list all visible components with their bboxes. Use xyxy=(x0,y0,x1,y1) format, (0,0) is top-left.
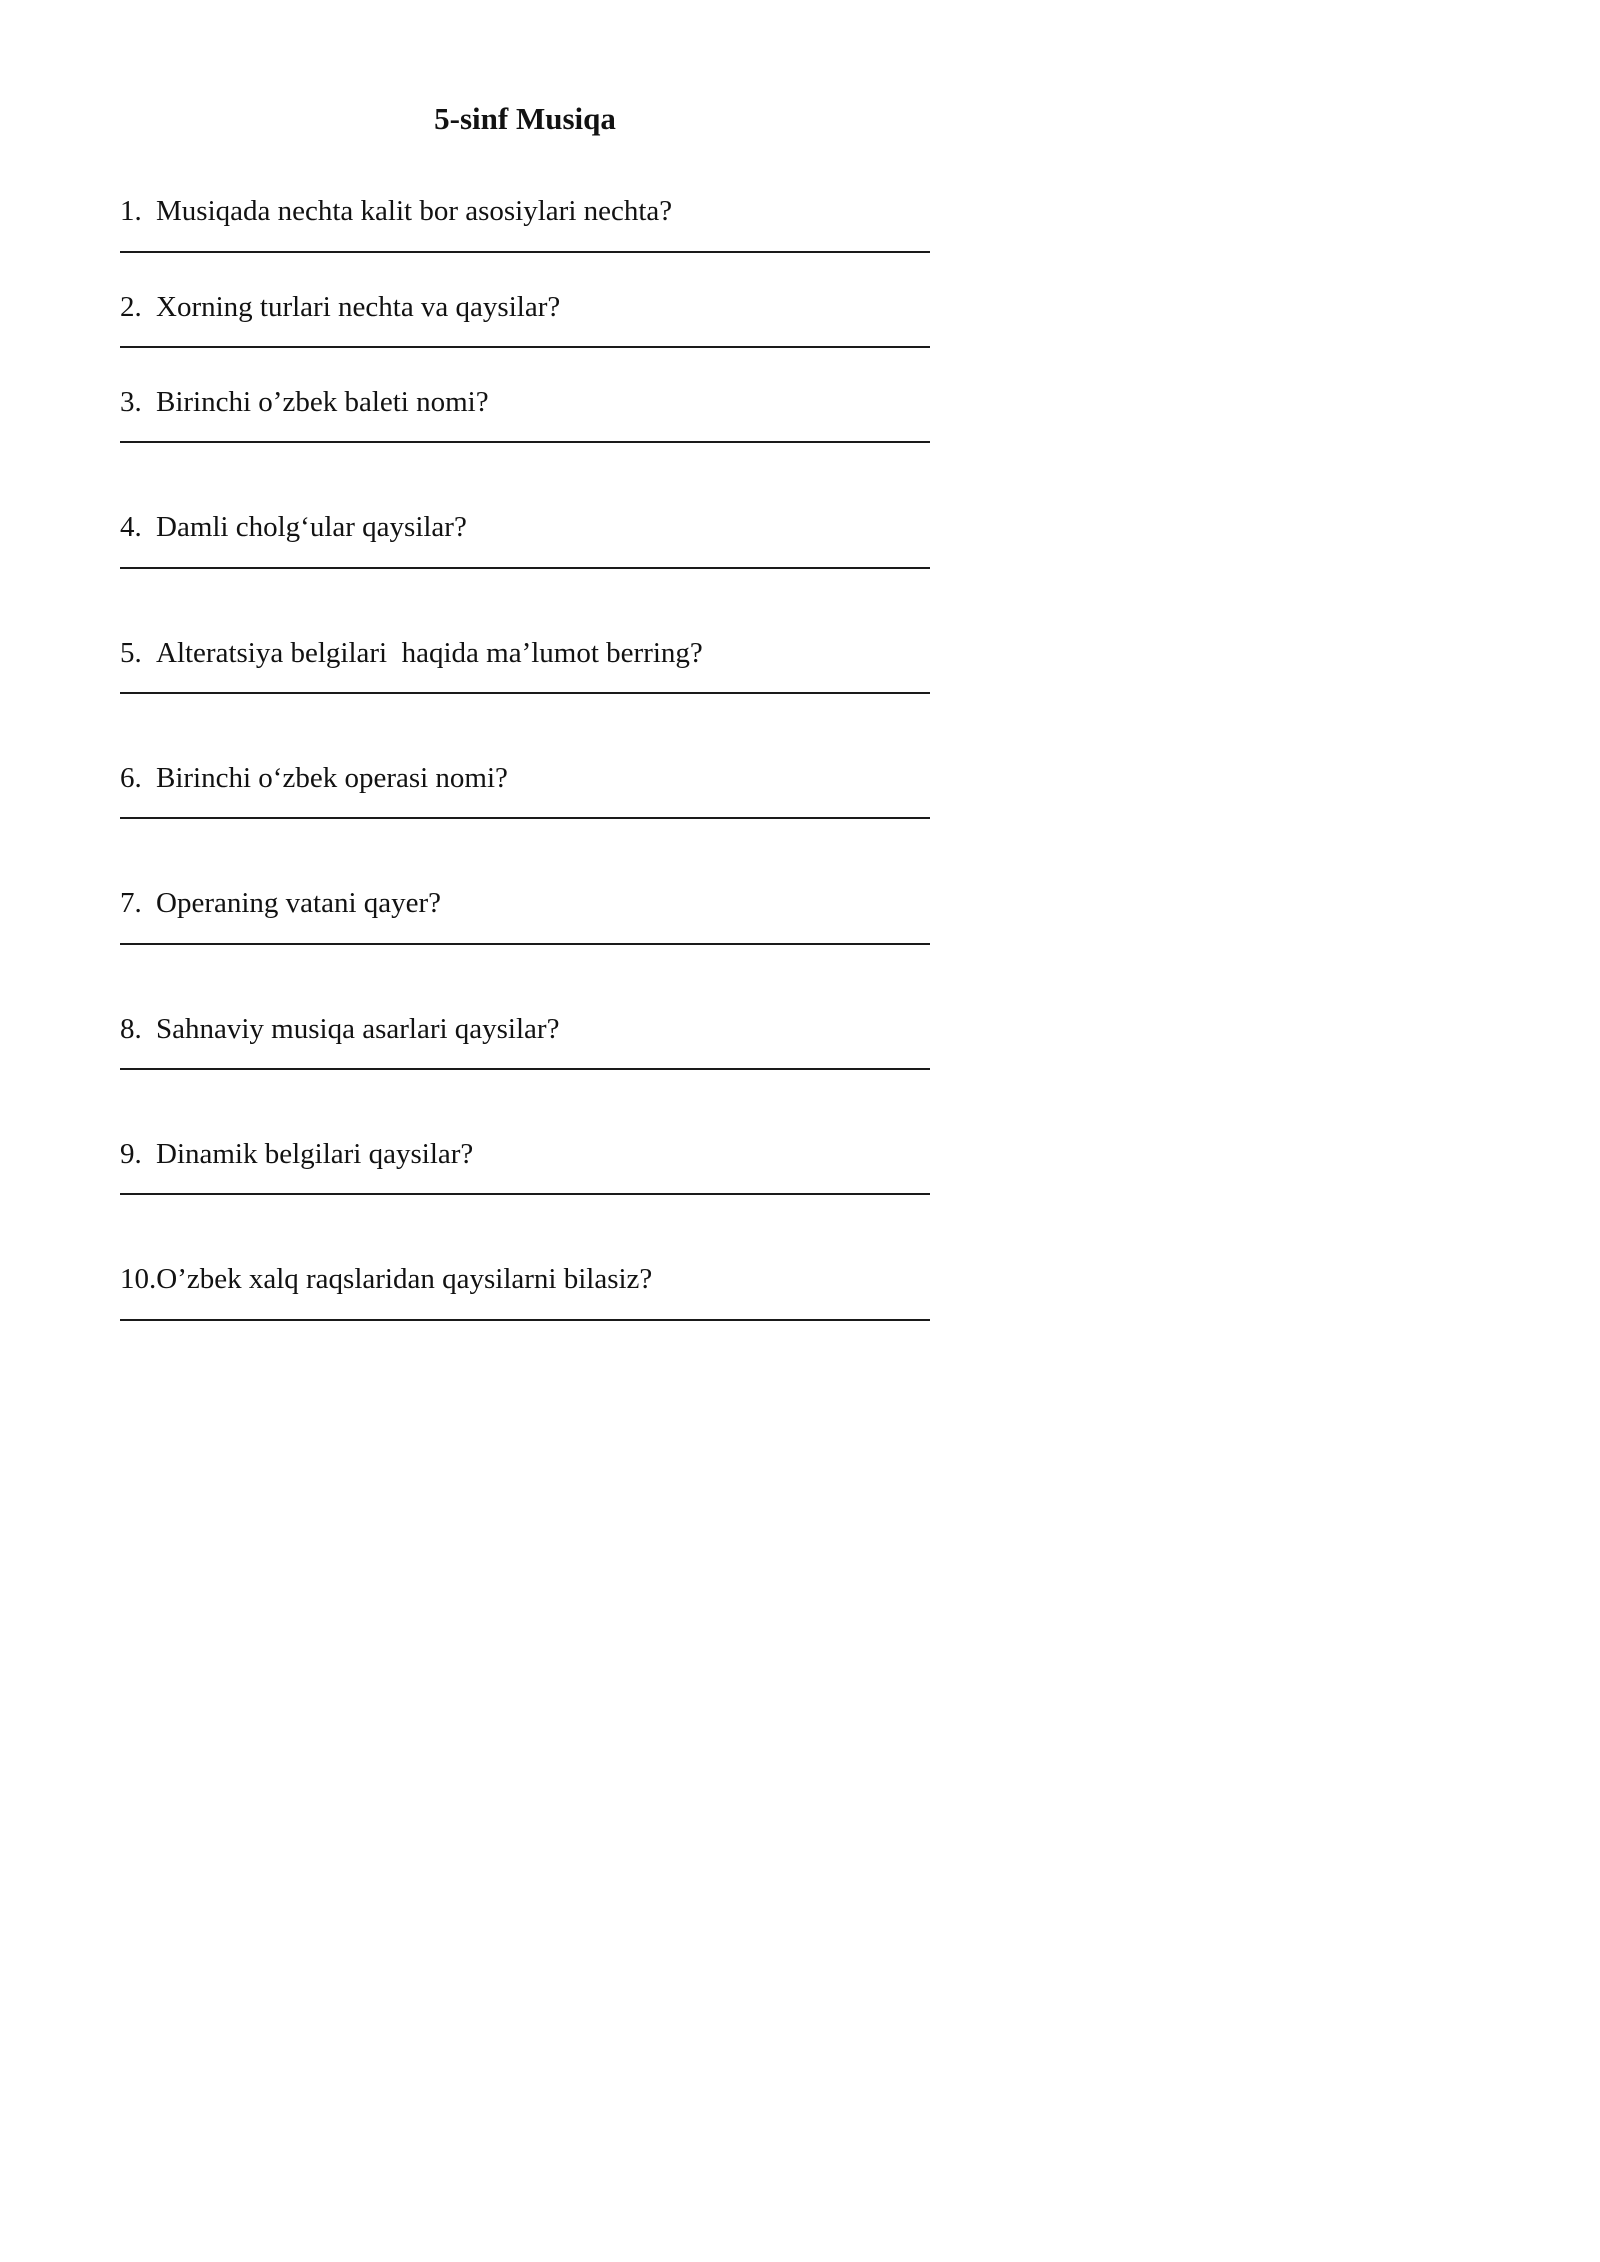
question xyxy=(120,762,930,795)
question-number: 4. xyxy=(120,511,142,544)
question xyxy=(120,887,930,920)
question-block xyxy=(120,511,930,568)
answer-line[interactable] xyxy=(120,251,930,253)
question xyxy=(120,386,930,419)
question-number: 10. xyxy=(120,1263,157,1296)
question-block xyxy=(120,762,930,819)
question-number: 9. xyxy=(120,1137,142,1170)
question-text: Birinchi o‘zbek operasi nomi? xyxy=(156,761,508,794)
answer-line[interactable] xyxy=(120,817,930,819)
question-block xyxy=(120,887,930,944)
question xyxy=(120,291,930,324)
answer-line[interactable] xyxy=(120,346,930,348)
question xyxy=(120,1138,930,1171)
question-number: 2. xyxy=(120,290,142,323)
question-block xyxy=(120,386,930,443)
answer-line[interactable] xyxy=(120,1319,930,1321)
question-block xyxy=(120,1138,930,1195)
question xyxy=(120,511,930,544)
question xyxy=(120,637,930,670)
answer-line[interactable] xyxy=(120,943,930,945)
question-text: Operaning vatani qayer? xyxy=(156,887,442,920)
question-text: Alteratsiya belgilari haqida ma’lumot berring? xyxy=(156,636,703,669)
question-number: 7. xyxy=(120,887,142,920)
answer-line[interactable] xyxy=(120,567,930,569)
question-text: Xorning turlari nechta va qaysilar? xyxy=(156,290,561,323)
answer-line[interactable] xyxy=(120,1193,930,1195)
question-text: Birinchi o’zbek baleti nomi? xyxy=(156,385,489,418)
question-block xyxy=(120,291,930,348)
question-text: O’zbek xalq raqslaridan qaysilarni bilasiz? xyxy=(156,1263,653,1296)
answer-line[interactable] xyxy=(120,441,930,443)
question-number: 6. xyxy=(120,761,142,794)
question-text: Sahnaviy musiqa asarlari qaysilar? xyxy=(156,1012,560,1045)
answer-line[interactable] xyxy=(120,692,930,694)
question-text: Musiqada nechta kalit bor asosiylari nechta? xyxy=(156,195,673,228)
question xyxy=(120,1013,930,1046)
question-number: 8. xyxy=(120,1012,142,1045)
question-text: Dinamik belgilari qaysilar? xyxy=(156,1137,474,1170)
question-number: 3. xyxy=(120,385,142,418)
question-block xyxy=(120,1013,930,1070)
answer-line[interactable] xyxy=(120,1068,930,1070)
question-block xyxy=(120,195,930,252)
question xyxy=(120,195,930,228)
question-block xyxy=(120,1263,930,1320)
question-block xyxy=(120,637,930,694)
page-title: 5-sinf Musiqa xyxy=(434,101,616,136)
question-number: 5. xyxy=(120,636,142,669)
question xyxy=(120,1263,930,1296)
question-number: 1. xyxy=(120,195,142,228)
question-text: Damli cholg‘ular qaysilar? xyxy=(156,511,467,544)
